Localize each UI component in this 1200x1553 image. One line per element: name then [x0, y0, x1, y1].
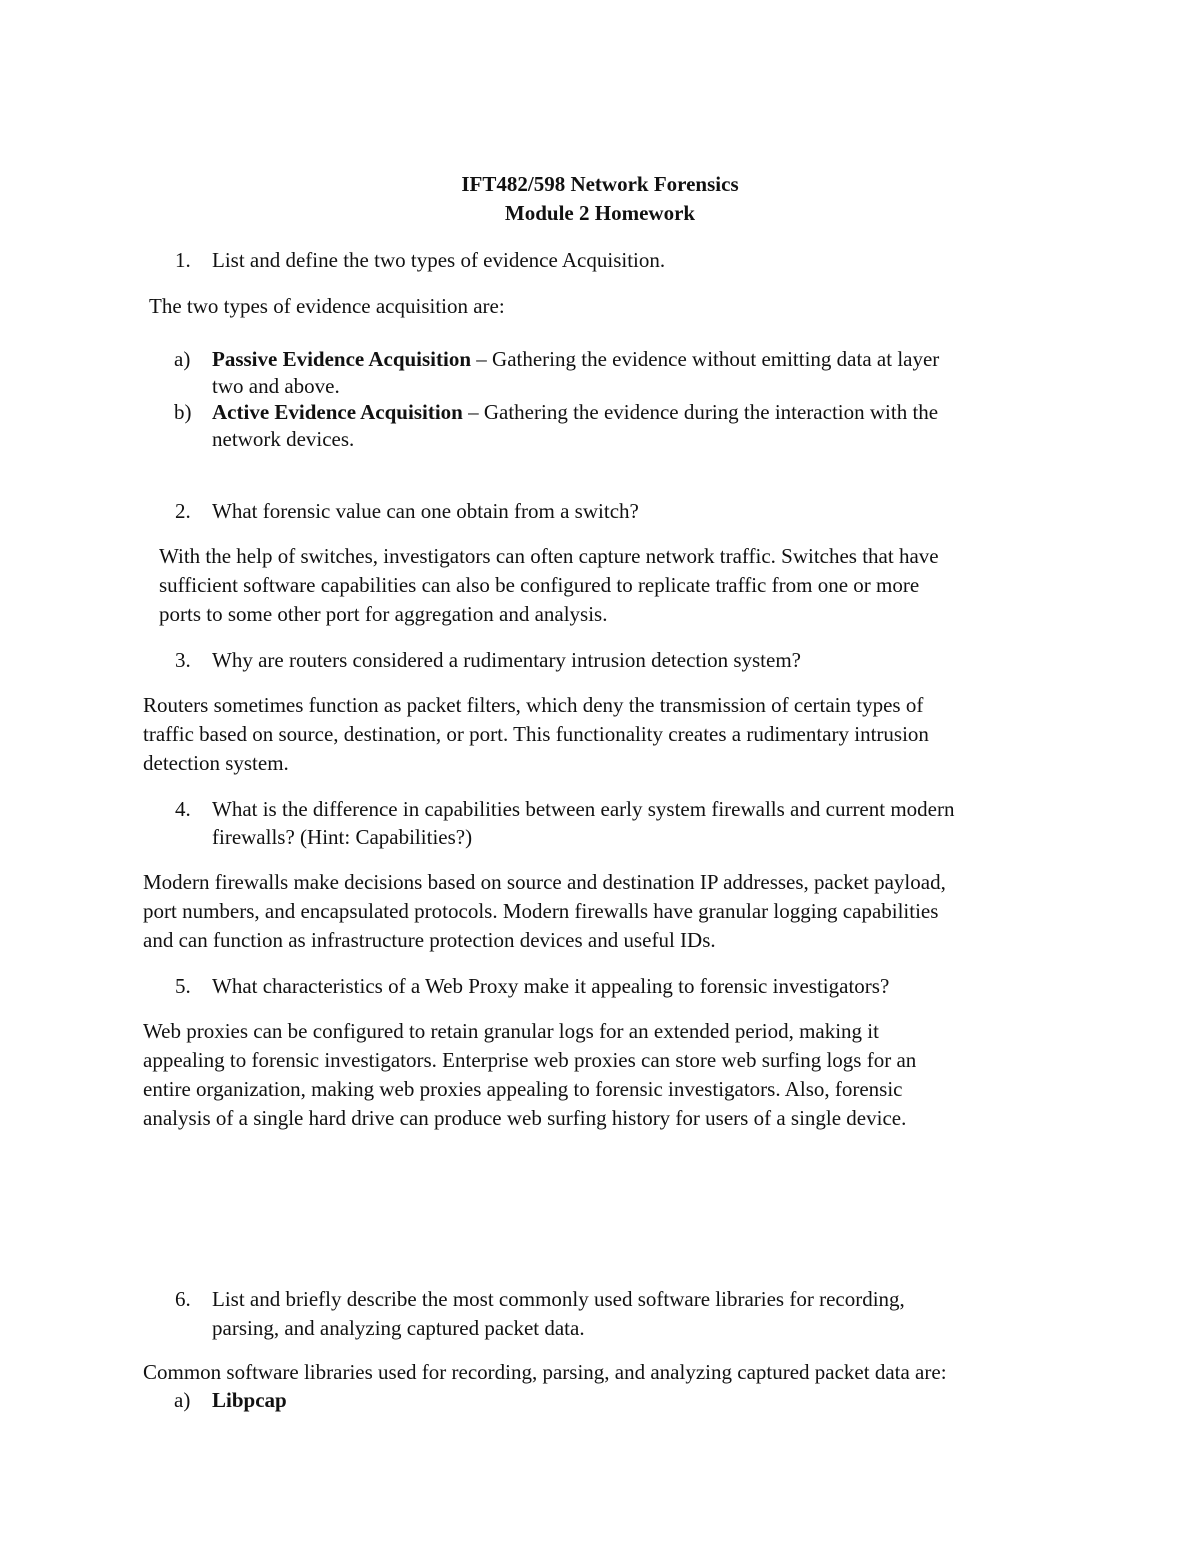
definition: – Gathering the evidence without emitting data at layer: [471, 347, 940, 371]
document-title: IFT482/598 Network Forensics: [461, 172, 739, 196]
question-text: What characteristics of a Web Proxy make it appealing to forensic investigators?: [212, 974, 890, 998]
question-number: 6.: [175, 1287, 191, 1311]
answer-line: analysis of a single hard drive can produce web surfing history for users of a single device.: [143, 1106, 907, 1130]
question-number: 3.: [175, 648, 191, 672]
term: Passive Evidence Acquisition: [212, 347, 472, 371]
question-text: What is the difference in capabilities between early system firewalls and current modern: [212, 797, 955, 821]
question-text: parsing, and analyzing captured packet data.: [212, 1316, 585, 1340]
list-marker: a): [174, 347, 191, 371]
list-marker: a): [174, 1388, 191, 1412]
term: Active Evidence Acquisition: [212, 400, 463, 424]
question-number: 1.: [175, 248, 191, 272]
question-text: firewalls? (Hint: Capabilities?): [212, 825, 473, 849]
answer-line: detection system.: [143, 751, 289, 775]
list-item-line: [212, 345, 939, 374]
list-item-line: [212, 398, 938, 427]
answer-line: traffic based on source, destination, or port. This functionality creates a rudimentary intrusion: [143, 722, 929, 746]
question-text: List and define the two types of evidence Acquisition.: [212, 248, 666, 272]
question-text: What forensic value can one obtain from a switch?: [212, 499, 639, 523]
answer-line: Routers sometimes function as packet filters, which deny the transmission of certain types of: [143, 693, 924, 717]
document-subtitle: Module 2 Homework: [504, 201, 696, 225]
definition: – Gathering the evidence during the interaction with the: [462, 400, 939, 424]
answer-line: Modern firewalls make decisions based on source and destination IP addresses, packet payload,: [143, 870, 946, 894]
answer-line: sufficient software capabilities can also be configured to replicate traffic from one or more: [159, 573, 920, 597]
answer-line: appealing to forensic investigators. Enterprise web proxies can store web surfing logs for an: [143, 1048, 917, 1072]
answer-line: Web proxies can be configured to retain granular logs for an extended period, making it: [143, 1019, 879, 1043]
question-text: List and briefly describe the most commonly used software libraries for recording,: [212, 1287, 905, 1311]
question-text: Why are routers considered a rudimentary intrusion detection system?: [212, 648, 801, 672]
answer-intro: The two types of evidence acquisition are:: [149, 294, 505, 318]
question-number: 4.: [175, 797, 191, 821]
answer-intro: Common software libraries used for recording, parsing, and analyzing captured packet data are:: [143, 1360, 947, 1384]
list-marker: b): [174, 400, 192, 424]
list-item-line: network devices.: [212, 427, 355, 451]
answer-line: port numbers, and encapsulated protocols. Modern firewalls have granular logging capabilities: [143, 899, 939, 923]
answer-line: ports to some other port for aggregation and analysis.: [159, 602, 608, 626]
list-item-line: two and above.: [212, 374, 340, 398]
question-number: 2.: [175, 499, 191, 523]
answer-line: and can function as infrastructure protection devices and useful IDs.: [143, 928, 716, 952]
question-number: 5.: [175, 974, 191, 998]
term: Libpcap: [212, 1388, 287, 1412]
answer-line: With the help of switches, investigators can often capture network traffic. Switches that have: [159, 544, 939, 568]
answer-line: entire organization, making web proxies appealing to forensic investigators. Also, forensic: [143, 1077, 903, 1101]
